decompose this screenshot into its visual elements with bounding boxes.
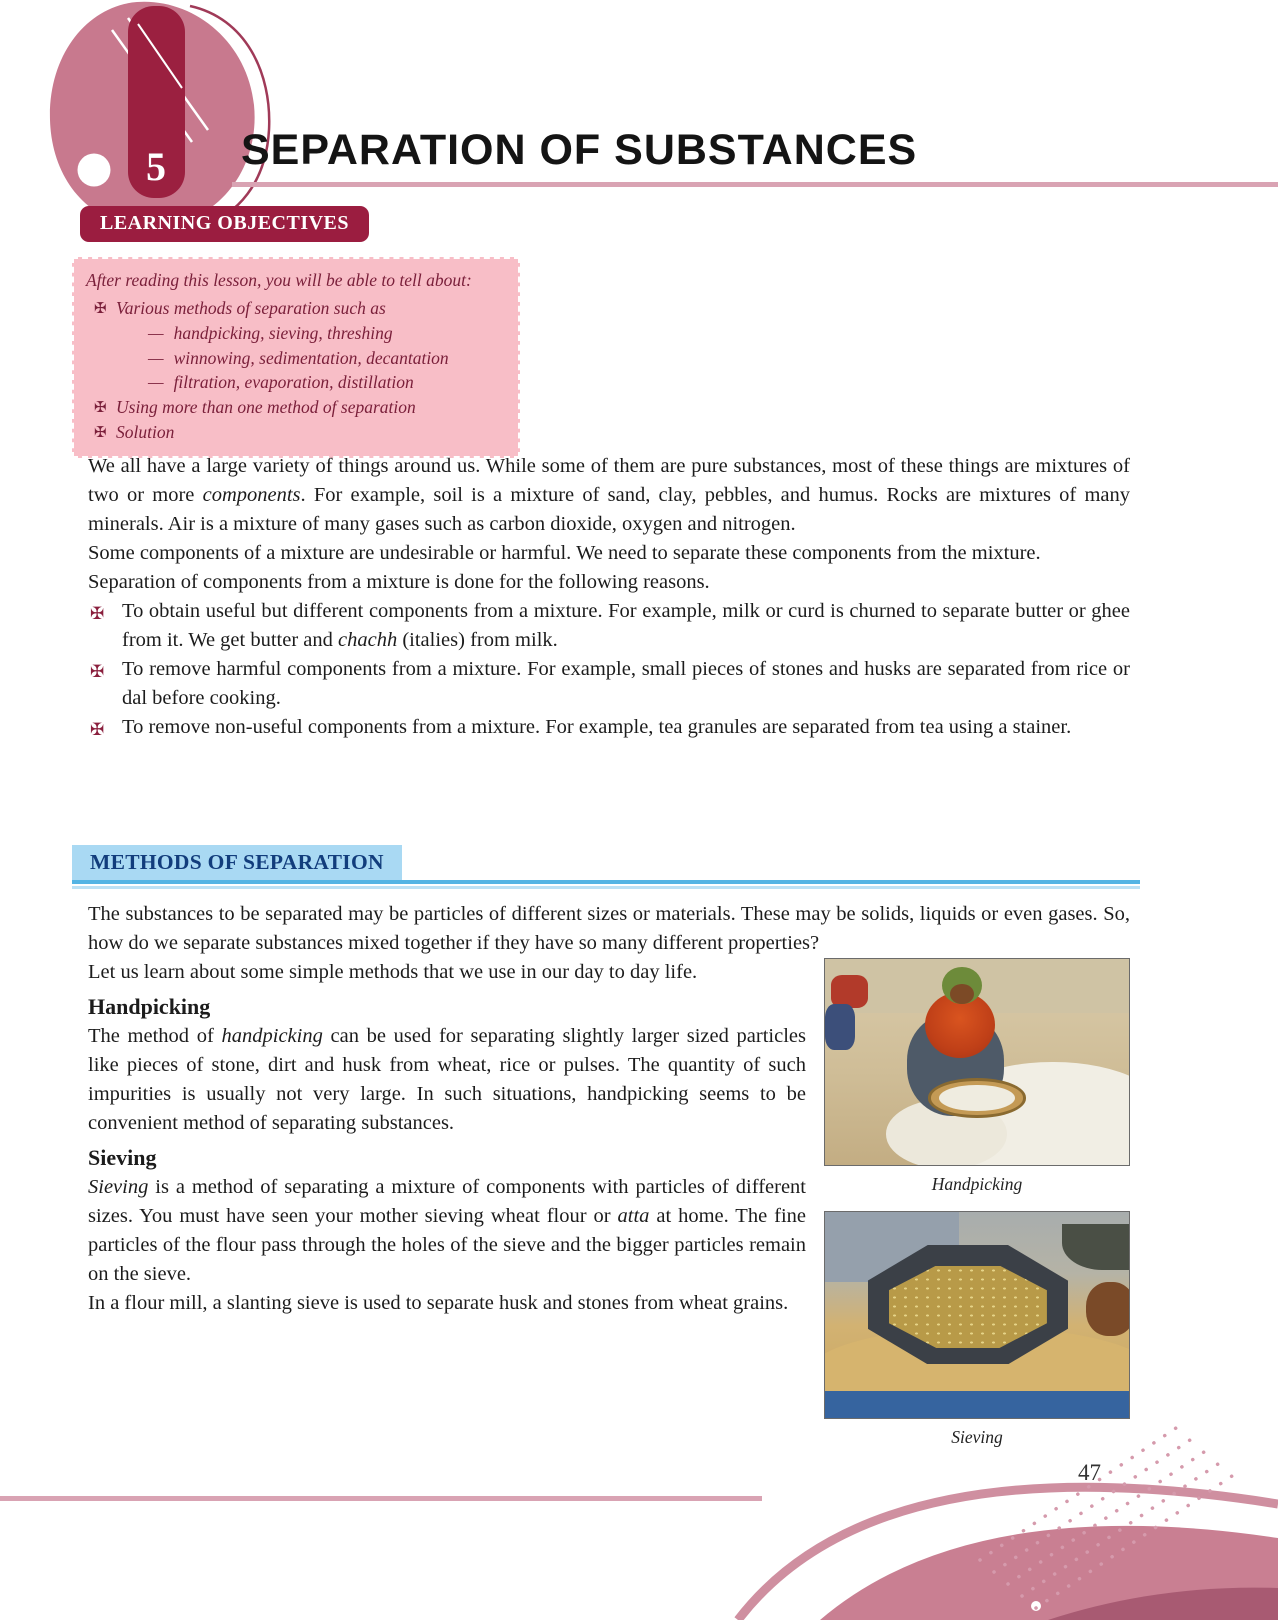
page-number: 47 <box>1078 1460 1101 1485</box>
bag-shape <box>825 1004 855 1049</box>
maltese-cross-icon: ✠ <box>94 425 107 441</box>
objective-subtext: winnowing, sedimentation, decantation <box>173 347 449 368</box>
intro-section <box>88 452 1130 744</box>
subheading-handpicking: Handpicking <box>88 994 211 1019</box>
objective-subitem <box>86 321 506 346</box>
bullet-item <box>88 655 1130 713</box>
objective-text: Various methods of separation such as <box>116 297 386 318</box>
dash-icon: — <box>148 372 164 392</box>
sieving-photo <box>824 1211 1130 1419</box>
figure-column <box>824 958 1130 1464</box>
maltese-cross-icon: ✠ <box>94 399 107 416</box>
section-heading-methods: METHODS OF SEPARATION <box>72 845 402 881</box>
objective-text: Using more than one method of separation <box>116 396 416 417</box>
bottom-rule <box>0 1496 762 1501</box>
chapter-ornament-icon <box>42 0 282 232</box>
learning-objectives-badge: LEARNING OBJECTIVES <box>80 206 369 242</box>
maltese-cross-icon: ✠ <box>90 720 105 739</box>
dash-icon: — <box>148 323 164 343</box>
paragraph: The substances to be separated may be particles of different sizes or materials. These may be solids, liquids or even gases. So, how do we separate substances mixed together if they have so many different properties? <box>88 903 1130 954</box>
figure-caption: Handpicking <box>931 1174 1023 1194</box>
paragraph: In a flour mill, a slanting sieve is used to separate husk and stones from wheat grains. <box>88 1292 789 1314</box>
maltese-cross-icon: ✠ <box>94 300 107 317</box>
objective-item <box>86 420 506 446</box>
face-shape <box>950 984 974 1005</box>
objectives-intro: After reading this lesson, you will be able to tell about: <box>86 270 472 290</box>
title-rule <box>232 182 1278 187</box>
objective-item <box>86 296 506 322</box>
subheading-sieving: Sieving <box>88 1145 157 1170</box>
handpicking-photo <box>824 958 1130 1166</box>
paragraph: Some components of a mixture are undesirable or harmful. We need to separate these components from the mixture. <box>88 542 1041 564</box>
bullet-item <box>88 713 1130 744</box>
bullet-item <box>88 597 1130 655</box>
sieve-grain-shape <box>889 1266 1047 1348</box>
learning-objectives-box <box>72 257 520 458</box>
section-rule <box>72 880 1140 884</box>
corner-swoosh-ornament <box>718 1392 1278 1620</box>
arm-shape <box>1062 1224 1129 1269</box>
figure-handpicking <box>824 958 1130 1203</box>
objective-subtext: handpicking, sieving, threshing <box>173 323 393 343</box>
objective-item <box>86 395 506 421</box>
bullet-text: To obtain useful but different components from a mixture. For example, milk or curd is churned to separate butter or ghee from it. We get butter and chachh (italies) from milk. <box>122 600 1130 651</box>
dash-icon: — <box>148 347 164 368</box>
paragraph: We all have a large variety of things around us. While some of them are pure substances, most of these things are mixtures of two or more components. For example, soil is a mixture of sand, clay, pebbles, and humus. Rocks are mixtures of many minerals. Air is a mixture of many gases such as carbon dioxide, oxygen and nitrogen. <box>88 455 1130 535</box>
page-title: SEPARATION OF SUBSTANCES <box>241 126 918 174</box>
bullet-text: To remove non-useful components from a mixture. For example, tea granules are separated from tea using a stainer. <box>122 716 1072 738</box>
paragraph: Let us learn about some simple methods that we use in our day to day life. <box>88 961 698 983</box>
objective-text: Solution <box>116 422 175 442</box>
paragraph: The method of handpicking can be used for separating slightly larger sized particles like pieces of stone, dirt and husk from wheat, rice or pulses. The quantity of such impurities is usually not very large. In such situations, handpicking seems to be convenient method of separating substances. <box>88 1025 806 1134</box>
hand-shape <box>1086 1282 1130 1336</box>
figure-caption: Sieving <box>951 1427 1003 1447</box>
methods-section <box>88 900 1130 1468</box>
objective-subitem <box>86 370 506 395</box>
section-rule-light <box>72 886 1140 889</box>
objective-subtext: filtration, evaporation, distillation <box>173 372 414 392</box>
maltese-cross-icon: ✠ <box>90 604 105 623</box>
maltese-cross-icon: ✠ <box>90 662 105 681</box>
paragraph: Separation of components from a mixture is done for the following reasons. <box>88 571 710 593</box>
objective-subitem <box>86 346 506 371</box>
chapter-number: 5 <box>146 144 166 189</box>
bullet-text: To remove harmful components from a mixture. For example, small pieces of stones and husks are separated from rice or dal before cooking. <box>122 658 1130 709</box>
paragraph: Sieving is a method of separating a mixture of components with particles of different sizes. You must have seen your mother sieving wheat flour or atta at home. The fine particles of the flour pass through the holes of the sieve and the bigger particles remain on the sieve. <box>88 1176 806 1285</box>
